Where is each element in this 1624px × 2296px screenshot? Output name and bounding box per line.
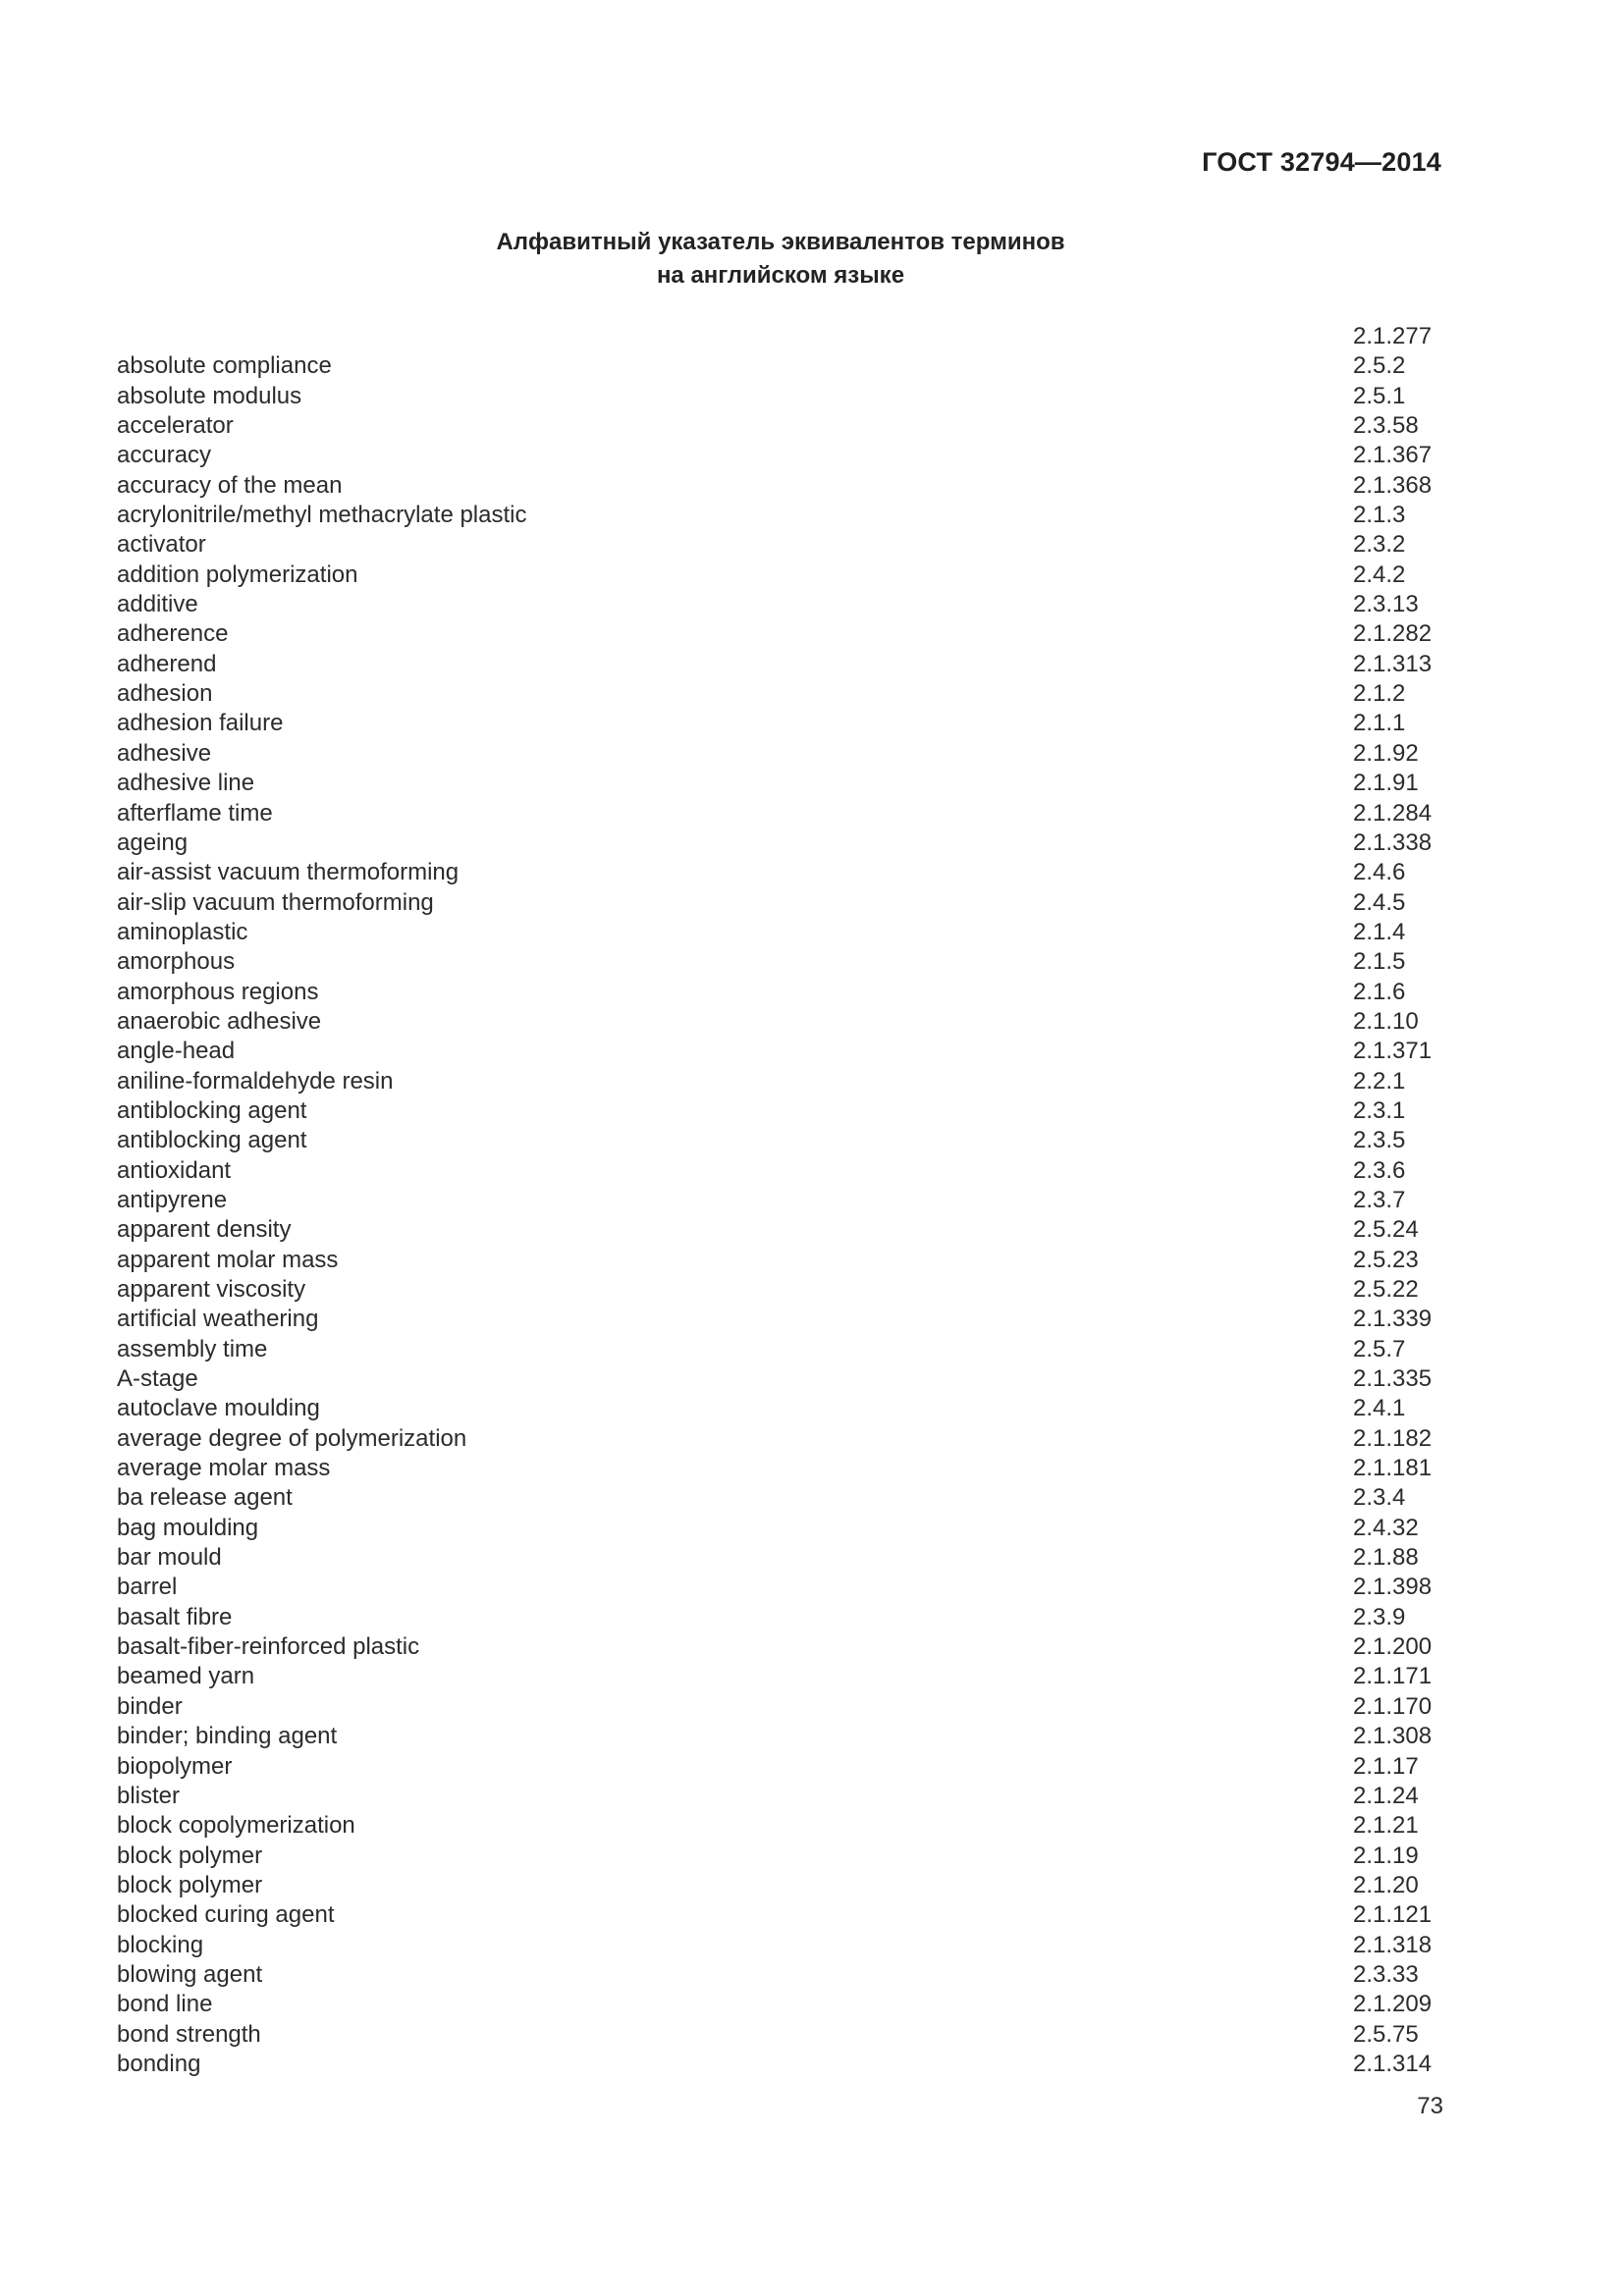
index-entry-term: antioxidant: [117, 1156, 232, 1184]
index-entry: [117, 471, 1472, 501]
index-entry: [117, 501, 1472, 530]
index-entry: [117, 530, 1472, 560]
index-entry-term: block polymer: [117, 1842, 263, 1869]
index-entry: [117, 2050, 1472, 2079]
index-entry: [117, 411, 1472, 441]
index-entry: [117, 1305, 1472, 1334]
index-entry: [117, 1573, 1472, 1602]
index-entry: [117, 1782, 1472, 1811]
index-entry: [117, 1275, 1472, 1305]
index-entry-term: afterflame time: [117, 799, 273, 827]
index-entry-reference: 2.1.200: [1353, 1633, 1433, 1661]
index-entry-reference: 2.1.121: [1353, 1901, 1433, 1929]
index-entry-term: autoclave moulding: [117, 1395, 320, 1422]
index-entry-reference: 2.5.2: [1353, 352, 1406, 380]
index-entry-term: assembly time: [117, 1335, 268, 1362]
index-entry: [117, 590, 1472, 619]
index-entry-reference: 2.3.33: [1353, 1960, 1419, 1988]
index-entry-term: absolute compliance: [117, 352, 332, 380]
index-entry-reference: 2.1.92: [1353, 739, 1419, 767]
index-entry-term: air-assist vacuum thermoforming: [117, 859, 460, 886]
index-entry-term: beamed yarn: [117, 1663, 255, 1690]
index-entry-term: ageing: [117, 828, 189, 856]
index-entry-reference: 2.5.7: [1353, 1335, 1406, 1362]
index-entry-reference: 2.1.181: [1353, 1455, 1433, 1482]
index-entry: [117, 1096, 1472, 1126]
index-entry-term: biopolymer: [117, 1752, 233, 1780]
index-entry: [117, 1960, 1472, 1990]
index-entry: [117, 1871, 1472, 1900]
index-entry-term: block polymer: [117, 1871, 263, 1898]
term-index-list: [117, 322, 1472, 2079]
index-entry-term: aminoplastic: [117, 918, 248, 945]
index-entry-reference: 2.1.209: [1353, 1991, 1433, 2018]
index-entry-reference: 2.1.398: [1353, 1574, 1433, 1601]
index-entry-term: artificial weathering: [117, 1306, 319, 1333]
index-entry-term: barrel: [117, 1574, 178, 1601]
index-entry-term: bond strength: [117, 2020, 261, 2048]
index-entry-term: bag moulding: [117, 1514, 259, 1541]
index-entry: [117, 1215, 1472, 1245]
index-entry: [117, 1007, 1472, 1037]
index-entry-reference: 2.1.339: [1353, 1306, 1433, 1333]
index-entry: [117, 1246, 1472, 1275]
index-entry: [117, 619, 1472, 649]
index-entry-term: adherend: [117, 650, 217, 677]
index-entry: [117, 1424, 1472, 1454]
index-entry-term: blocking: [117, 1931, 204, 1958]
index-title-line-2: на английском языке: [656, 262, 905, 289]
index-entry-reference: 2.4.32: [1353, 1514, 1419, 1541]
index-entry-reference: 2.1.10: [1353, 1007, 1419, 1035]
index-entry-term: air-slip vacuum thermoforming: [117, 888, 434, 916]
index-entry-reference: 2.1.171: [1353, 1663, 1433, 1690]
index-entry: [117, 322, 1472, 351]
index-entry: [117, 918, 1472, 947]
index-entry-reference: 2.3.2: [1353, 531, 1406, 559]
index-entry-reference: 2.1.371: [1353, 1038, 1433, 1065]
index-entry-term: antipyrene: [117, 1186, 228, 1213]
index-entry: [117, 351, 1472, 381]
index-entry-reference: 2.1.277: [1353, 323, 1433, 349]
index-entry-term: binder; binding agent: [117, 1723, 338, 1750]
index-entry-reference: 2.4.6: [1353, 859, 1406, 886]
index-entry: [117, 1335, 1472, 1364]
index-entry: [117, 650, 1472, 679]
index-entry-term: anaerobic adhesive: [117, 1007, 322, 1035]
index-entry-reference: 2.1.318: [1353, 1931, 1433, 1958]
index-entry: [117, 1990, 1472, 2019]
index-entry-term: blowing agent: [117, 1960, 263, 1988]
index-entry-reference: 2.2.1: [1353, 1067, 1406, 1095]
index-entry-reference: 2.1.6: [1353, 978, 1406, 1005]
index-entry: [117, 2020, 1472, 2050]
index-entry: [117, 1394, 1472, 1423]
index-entry-reference: 2.1.182: [1353, 1424, 1433, 1452]
index-entry-term: accuracy of the mean: [117, 471, 343, 499]
index-entry: [117, 858, 1472, 887]
index-entry-term: adhesion failure: [117, 710, 284, 737]
index-entry-reference: 2.5.75: [1353, 2020, 1419, 2048]
index-entry-term: adhesive: [117, 739, 212, 767]
index-entry: [117, 888, 1472, 918]
index-entry-reference: 2.1.20: [1353, 1871, 1419, 1898]
index-entry-reference: 2.3.1: [1353, 1096, 1406, 1124]
index-entry-reference: 2.4.5: [1353, 888, 1406, 916]
index-entry: [117, 1811, 1472, 1841]
index-entry-reference: 2.1.170: [1353, 1692, 1433, 1720]
index-entry-term: angle-head: [117, 1038, 236, 1065]
index-entry: [117, 978, 1472, 1007]
index-entry-reference: 2.3.7: [1353, 1186, 1406, 1213]
index-entry: [117, 1900, 1472, 1930]
index-entry-reference: 2.1.313: [1353, 650, 1433, 677]
index-entry-term: bond line: [117, 1991, 213, 2018]
index-entry-term: bonding: [117, 2050, 201, 2077]
index-entry: [117, 739, 1472, 769]
index-entry: [117, 1603, 1472, 1632]
index-entry-reference: 2.1.91: [1353, 770, 1419, 797]
index-entry-term: acrylonitrile/methyl methacrylate plastic: [117, 502, 527, 529]
index-entry-term: apparent density: [117, 1216, 292, 1244]
index-entry: [117, 1186, 1472, 1215]
index-entry-term: antiblocking agent: [117, 1096, 307, 1124]
index-entry: [117, 1692, 1472, 1722]
index-entry-reference: 2.1.21: [1353, 1812, 1419, 1840]
index-entry-reference: 2.3.5: [1353, 1127, 1406, 1154]
index-entry-reference: 2.1.284: [1353, 799, 1433, 827]
index-entry-term: addition polymerization: [117, 561, 358, 588]
index-entry-term: block copolymerization: [117, 1812, 355, 1840]
index-entry-reference: 2.1.4: [1353, 918, 1406, 945]
index-entry: [117, 1156, 1472, 1186]
index-entry-reference: 2.3.6: [1353, 1156, 1406, 1184]
index-entry: [117, 1931, 1472, 1960]
index-entry-term: apparent viscosity: [117, 1276, 306, 1303]
index-entry-term: additive: [117, 591, 198, 618]
index-entry-reference: 2.1.314: [1353, 2050, 1433, 2077]
index-entry-reference: 2.3.58: [1353, 412, 1419, 440]
index-entry-reference: 2.5.22: [1353, 1276, 1419, 1303]
index-entry: [117, 1126, 1472, 1155]
index-entry-reference: 2.1.335: [1353, 1365, 1433, 1393]
index-entry: [117, 1543, 1472, 1573]
index-entry-term: blister: [117, 1782, 181, 1809]
index-entry-reference: 2.5.23: [1353, 1246, 1419, 1273]
index-entry-term: bar mould: [117, 1544, 222, 1572]
index-entry-term: absolute modulus: [117, 382, 302, 409]
index-entry-reference: 2.1.308: [1353, 1723, 1433, 1750]
index-entry: [117, 1454, 1472, 1483]
index-entry: [117, 1752, 1472, 1782]
index-entry-reference: 2.1.2: [1353, 680, 1406, 708]
index-entry-reference: 2.1.282: [1353, 620, 1433, 648]
index-entry-reference: 2.5.1: [1353, 382, 1406, 409]
index-entry-term: blocked curing agent: [117, 1901, 335, 1929]
index-entry-reference: 2.4.1: [1353, 1395, 1406, 1422]
index-entry-term: ba release agent: [117, 1484, 293, 1512]
index-entry-reference: 2.1.1: [1353, 710, 1406, 737]
index-entry-term: adhesion: [117, 680, 213, 708]
index-entry-term: aniline-formaldehyde resin: [117, 1067, 394, 1095]
index-entry-reference: 2.1.17: [1353, 1752, 1419, 1780]
index-entry: [117, 1722, 1472, 1751]
index-entry: [117, 828, 1472, 858]
page-number: 73: [1417, 2093, 1443, 2119]
index-entry: [117, 561, 1472, 590]
index-entry: [117, 382, 1472, 411]
index-entry-reference: 2.1.5: [1353, 948, 1406, 976]
index-entry-term: A-stage: [117, 1365, 198, 1393]
index-entry-reference: 2.3.9: [1353, 1603, 1406, 1630]
index-entry: [117, 1662, 1472, 1691]
index-entry: [117, 1483, 1472, 1513]
index-title-line-1: Алфавитный указатель эквивалентов терминов: [496, 229, 1065, 255]
index-entry-reference: 2.4.2: [1353, 561, 1406, 588]
index-entry-reference: 2.1.367: [1353, 442, 1433, 469]
index-entry: [117, 1632, 1472, 1662]
index-entry-term: amorphous: [117, 948, 236, 976]
document-number: ГОСТ 32794—2014: [1202, 147, 1441, 177]
index-entry: [117, 1842, 1472, 1871]
index-entry: [117, 1514, 1472, 1543]
index-entry-reference: 2.3.4: [1353, 1484, 1406, 1512]
index-entry-reference: 2.5.24: [1353, 1216, 1419, 1244]
index-entry: [117, 1364, 1472, 1394]
index-entry-reference: 2.1.19: [1353, 1842, 1419, 1869]
index-entry-term: accelerator: [117, 412, 234, 440]
index-entry-reference: 2.1.3: [1353, 502, 1406, 529]
index-entry: [117, 679, 1472, 709]
index-entry-reference: 2.1.338: [1353, 828, 1433, 856]
index-entry: [117, 441, 1472, 470]
index-entry-term: basalt-fiber-reinforced plastic: [117, 1633, 420, 1661]
index-entry-term: apparent molar mass: [117, 1246, 339, 1273]
index-entry-term: antiblocking agent: [117, 1127, 307, 1154]
index-entry: [117, 1067, 1472, 1096]
index-entry-term: amorphous regions: [117, 978, 319, 1005]
index-entry-term: adherence: [117, 620, 229, 648]
index-entry-term: binder: [117, 1692, 183, 1720]
index-title: [0, 226, 1561, 293]
index-entry-term: accuracy: [117, 442, 212, 469]
index-entry-term: average molar mass: [117, 1455, 331, 1482]
index-entry-term: activator: [117, 531, 206, 559]
index-entry-reference: 2.1.368: [1353, 471, 1433, 499]
index-entry-reference: 2.1.88: [1353, 1544, 1419, 1572]
index-entry: [117, 799, 1472, 828]
index-entry-term: average degree of polymerization: [117, 1424, 467, 1452]
index-entry: [117, 947, 1472, 977]
index-entry-reference: 2.1.24: [1353, 1782, 1419, 1809]
index-entry: [117, 709, 1472, 738]
index-entry-term: adhesive line: [117, 770, 255, 797]
index-entry-term: basalt fibre: [117, 1603, 233, 1630]
index-entry: [117, 1037, 1472, 1066]
index-entry-reference: 2.3.13: [1353, 591, 1419, 618]
index-entry: [117, 769, 1472, 798]
